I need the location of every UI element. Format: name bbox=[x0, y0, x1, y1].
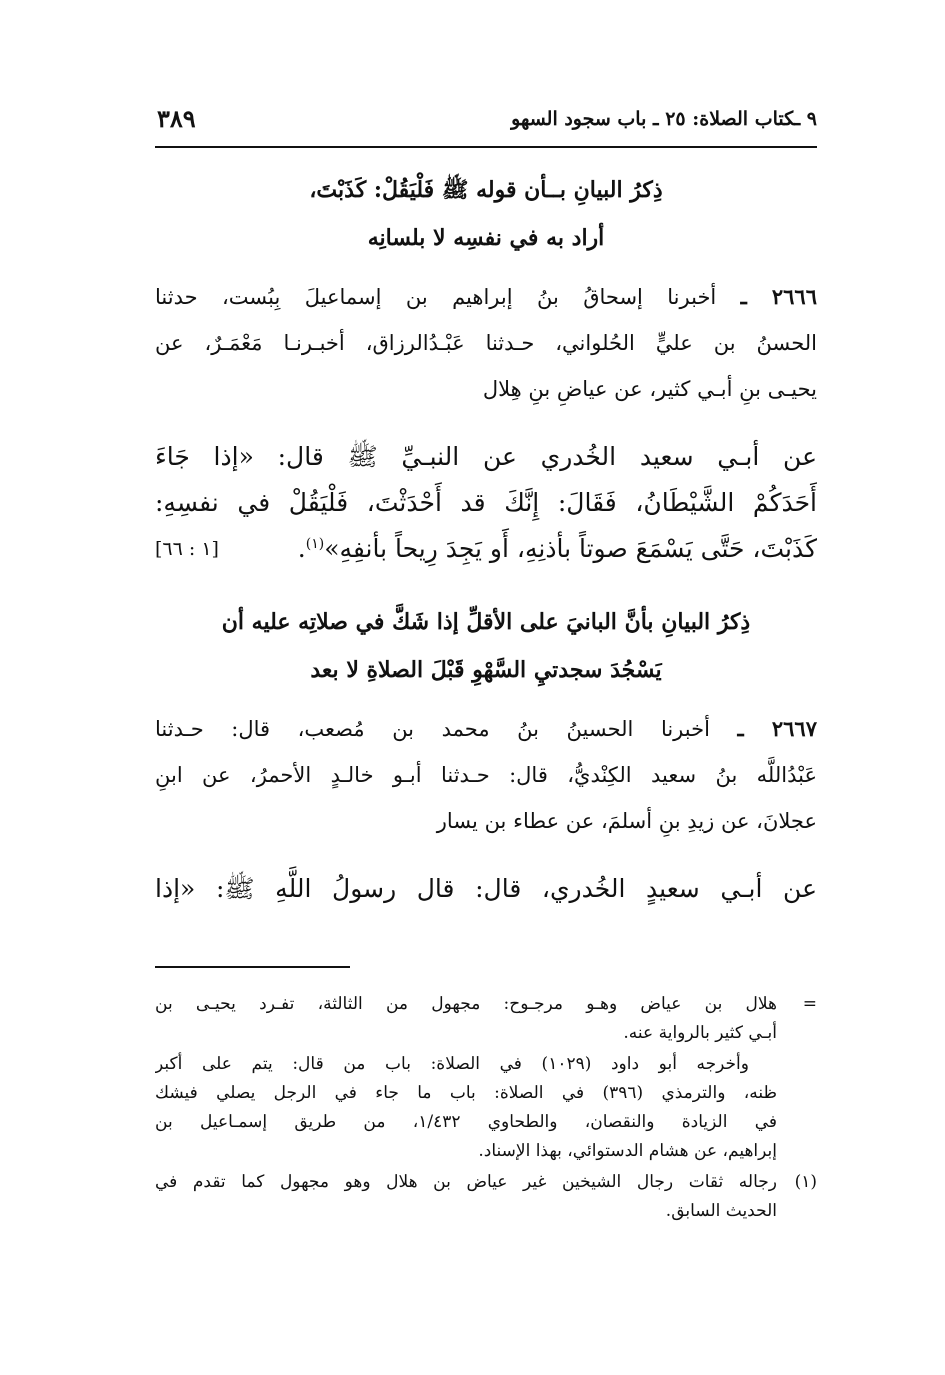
chapter-heading-1 bbox=[155, 166, 817, 262]
footnote-takhrij bbox=[155, 1050, 817, 1166]
footnote-line: أبـي كثير بالرواية عنه. bbox=[623, 1023, 777, 1043]
hadith-number: ٢٦٦٦ ـ bbox=[740, 284, 817, 309]
isnad-line: الحسنُ بن عليٍّ الحُلواني، حـدثنا عَبْـدُالرزاق، أخبـرنـا مَعْمَـرٌ، عن bbox=[155, 331, 817, 355]
isnad-line: عجلانَ، عن زيدِ بنِ أسلمَ، عن عطاء بن يسار bbox=[436, 809, 817, 833]
matn-line: عن أبـي سعيد الخُدري عن النبـيِّ ﷺ قال: «إذا جَاءَ bbox=[155, 442, 817, 471]
isnad-line: ٢٦٦٧ ـ أخبرنا الحسينُ بنُ محمد بن مُصعب، قال: حـدثنا bbox=[155, 716, 817, 741]
running-title: ٩ ـكتاب الصلاة: ٢٥ ـ باب سجود السهو bbox=[511, 108, 817, 130]
hadith-number: ٢٦٦٧ ـ bbox=[737, 716, 817, 741]
heading-line: يَسْجُدَ سجدتيِ السَّهْوِ قَبْلَ الصلاةِ لا بعد bbox=[310, 657, 662, 683]
matn-line: عن أبـي سعيدٍ الخُدري، قال: قال رسولُ اللَّهِ ﷺ: «إذا bbox=[155, 874, 817, 903]
footnote-marker: = bbox=[802, 994, 817, 1014]
footnote-marker: (١) bbox=[305, 536, 325, 552]
footnote-separator bbox=[155, 966, 350, 968]
isnad-line: عَبْدُاللَّه بنُ سعيد الكِنْديُّ، قال: حـدثنا أبـو خالـدٍ الأحمرُ، عن ابنِ bbox=[155, 763, 817, 787]
heading-line: ذِكرُ البيانِ بأنَّ البانيَ على الأقلِّ إذا شَكَّ في صلاتِه عليه أن bbox=[221, 609, 751, 635]
hadith-2666-isnad bbox=[155, 274, 817, 412]
hadith-2667-isnad bbox=[155, 706, 817, 844]
matn-line: أَحَدَكُمْ الشَّيْطَانُ، فَقَالَ: إِنَّكَ قد أَحْدَثْتَ، فَلْيَقُلْ في نفسِهِ: bbox=[155, 488, 817, 517]
hadith-reference: [١ : ٦٦] bbox=[155, 538, 219, 560]
footnote-line: رجاله ثقات رجال الشيخين غير عياض بن هلال وهو مجهول كما تقدم في bbox=[155, 1172, 777, 1192]
footnote-line: هلال بن عياض وهـو مرجـوح: مجهول من الثالثة، تفـرد يحيـى بن bbox=[155, 994, 777, 1014]
heading-line: أراد به في نفسِه لا بلسانِه bbox=[367, 225, 605, 251]
footnote-line: في الزيادة والنقصان، والطحاوي ١/٤٣٢، من طريق إسمـاعيل بن bbox=[155, 1112, 777, 1132]
hadith-2666-matn bbox=[155, 434, 817, 576]
matn-line: كَذَبْتَ، حَتَّى يَسْمَعَ صوتاً بأذنِهِ، أَو يَجِدَ رِيحاً بأنفِهِ»$^{(١)}$. [١ : ٦٦] bbox=[155, 526, 817, 576]
footnote-line: وأخرجه أبو داود (١٠٢٩) في الصلاة: باب من قال: يتم على أكبر bbox=[155, 1054, 749, 1074]
footnote-line: إبراهيم، عن هشام الدستوائي، بهذا الإسناد. bbox=[478, 1141, 777, 1161]
heading-line: ذِكرُ البيانِ بــأن قوله ﷺ فَلْيَقُلْ: كَذَبْتَ، bbox=[309, 177, 663, 203]
isnad-line: يحيـى بنِ أبـي كثير، عن عياضِ بنِ هِلال bbox=[482, 377, 817, 401]
footnote-line: ظنه، والترمذي (٣٩٦) في الصلاة: باب ما جاء في الرجل يصلي فيشك bbox=[155, 1083, 777, 1103]
footnote-line: الحديث السابق. bbox=[665, 1201, 777, 1221]
footnote-continuation bbox=[155, 990, 817, 1048]
chapter-heading-2 bbox=[155, 598, 817, 694]
footnote-1 bbox=[155, 1168, 817, 1226]
page-header bbox=[155, 96, 817, 148]
isnad-line: ٢٦٦٦ ـ أخبرنا إسحاقُ بنُ إبراهيم بن إسماعيلَ بِبُست، حدثنا bbox=[155, 284, 817, 309]
footnotes bbox=[155, 990, 817, 1228]
footnote-marker: (١) bbox=[794, 1172, 817, 1192]
hadith-2667-matn bbox=[155, 866, 817, 912]
page-number: ٣٨٩ bbox=[157, 104, 196, 133]
book-page bbox=[155, 0, 817, 1375]
